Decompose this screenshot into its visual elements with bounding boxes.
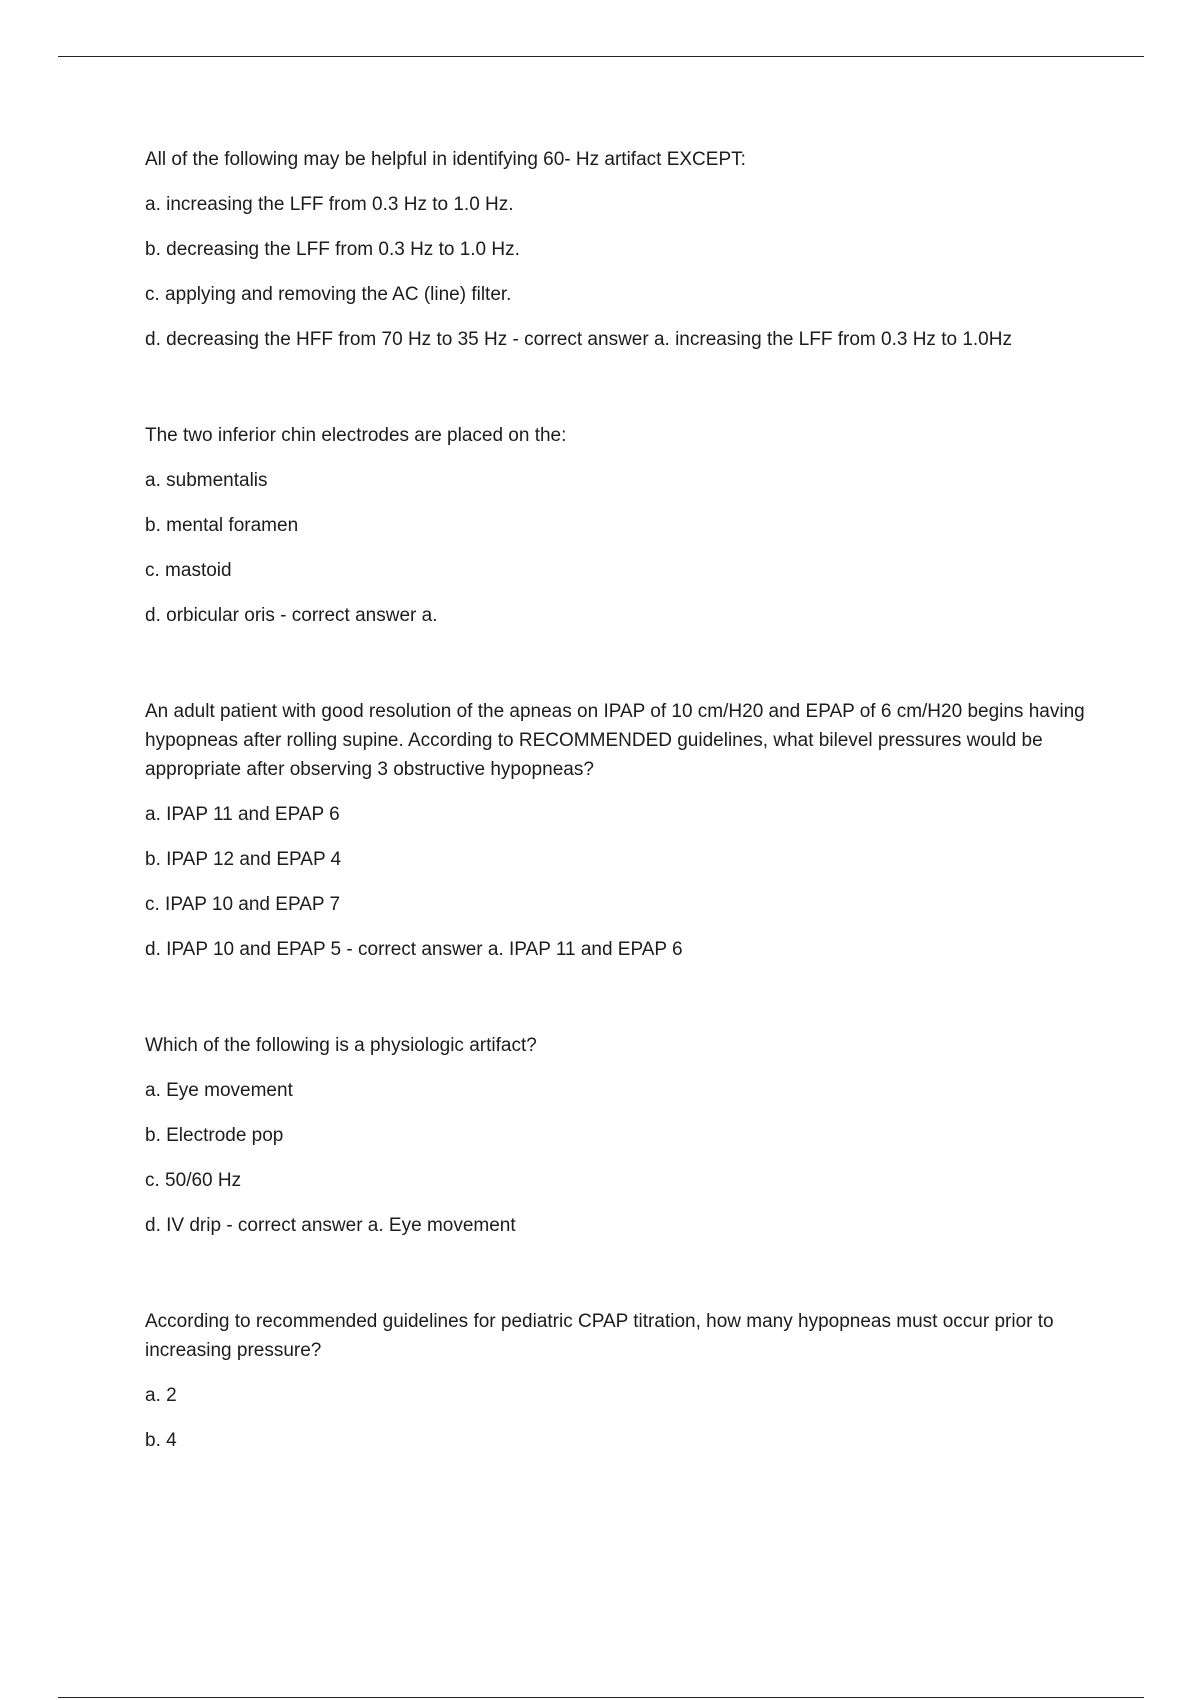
question-block (145, 421, 1095, 630)
question-text: Which of the following is a physiologic artifact? (145, 1035, 537, 1056)
answer-option: d. IV drip - correct answer a. Eye movement (145, 1215, 516, 1236)
answer-option: b. decreasing the LFF from 0.3 Hz to 1.0 Hz. (145, 239, 520, 260)
question-block (145, 145, 1095, 354)
bottom-rule (58, 1697, 1144, 1698)
question-text: An adult patient with good resolution of the apneas on IPAP of 10 cm/H20 and EPAP of 6 cm/H20 begins having hypopneas after rolling supine. According to RECOMMENDED guidelines, what bilevel pressures would be appropriate after observing 3 obstructive hypopneas? (145, 701, 1085, 780)
answer-option: b. Electrode pop (145, 1125, 284, 1146)
question-text: All of the following may be helpful in identifying 60- Hz artifact EXCEPT: (145, 149, 746, 170)
question-block (145, 697, 1095, 964)
answer-option: b. IPAP 12 and EPAP 4 (145, 849, 342, 870)
document-body (145, 145, 1095, 1522)
question-text: According to recommended guidelines for pediatric CPAP titration, how many hypopneas must occur prior to increasing pressure? (145, 1311, 1054, 1361)
answer-option: a. increasing the LFF from 0.3 Hz to 1.0 Hz. (145, 194, 514, 215)
answer-option: c. 50/60 Hz (145, 1170, 242, 1191)
answer-option: c. IPAP 10 and EPAP 7 (145, 894, 341, 915)
question-text: The two inferior chin electrodes are placed on the: (145, 425, 567, 446)
answer-option: a. Eye movement (145, 1080, 293, 1101)
question-block (145, 1031, 1095, 1240)
answer-option: a. IPAP 11 and EPAP 6 (145, 804, 340, 825)
question-block (145, 1307, 1095, 1455)
top-rule (58, 56, 1144, 57)
answer-option: d. decreasing the HFF from 70 Hz to 35 Hz - correct answer a. increasing the LFF from 0.3 Hz to 1.0Hz (145, 329, 1012, 350)
answer-option: d. IPAP 10 and EPAP 5 - correct answer a. IPAP 11 and EPAP 6 (145, 939, 683, 960)
answer-option: c. applying and removing the AC (line) filter. (145, 284, 512, 305)
answer-option: a. submentalis (145, 470, 268, 491)
answer-option: c. mastoid (145, 560, 232, 581)
answer-option: b. 4 (145, 1430, 177, 1451)
answer-option: b. mental foramen (145, 515, 299, 536)
answer-option: a. 2 (145, 1385, 177, 1406)
answer-option: d. orbicular oris - correct answer a. (145, 605, 438, 626)
